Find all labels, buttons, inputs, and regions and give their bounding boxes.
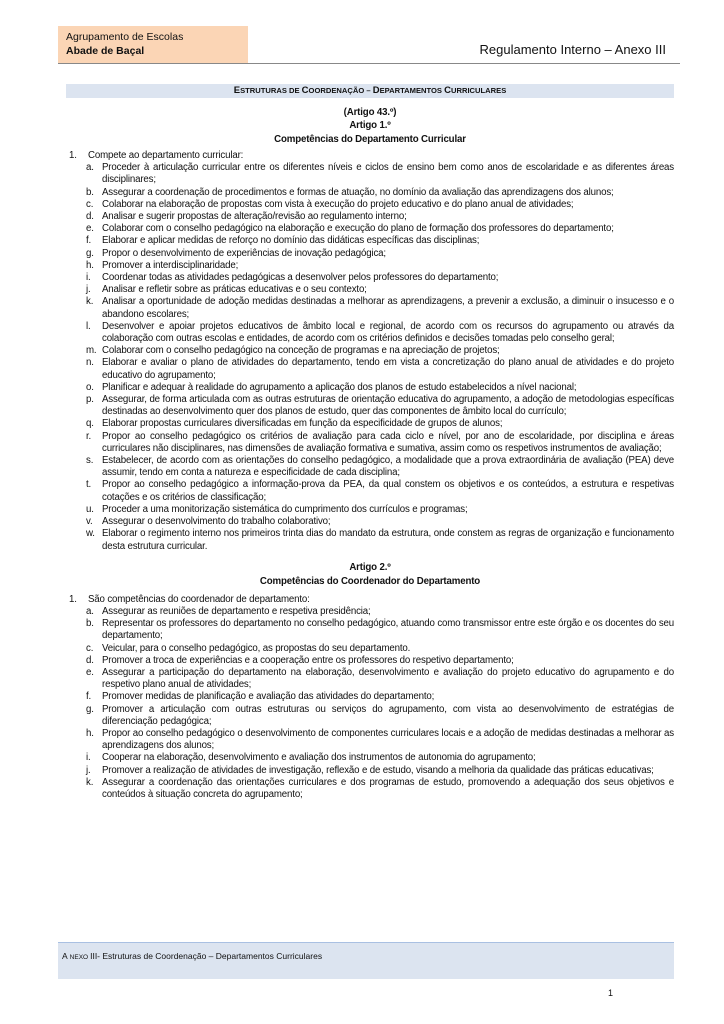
item-marker: d. bbox=[86, 654, 94, 666]
list-item bbox=[86, 654, 674, 667]
item-marker: f. bbox=[86, 235, 92, 247]
art2-subtitle: Competências do Coordenador do Departamento bbox=[259, 575, 481, 587]
item-marker: i. bbox=[86, 272, 91, 284]
item-text: Elaborar o regimento interno nos primeiros trinta dias do mandato da estrutura, onde constem as regras de organização e funcionamento desta estrutura curricular. bbox=[102, 528, 674, 552]
item-text: Elaborar e avaliar o plano de atividades do departamento, tendo em vista a concretização do plano anual de atividades e do projeto educativo do agrupamento; bbox=[102, 357, 674, 381]
item-marker: e. bbox=[86, 223, 94, 235]
item-marker: l. bbox=[86, 320, 91, 332]
list-item bbox=[86, 296, 674, 320]
item-text: Colaborar com o conselho pedagógico na elaboração e execução do plano de formação dos professores do departamento; bbox=[102, 223, 614, 235]
list-item bbox=[86, 259, 674, 272]
list-item bbox=[86, 357, 674, 381]
item-text: Desenvolver e apoiar projetos educativos de âmbito local e regional, de acordo com os recursos do agrupamento ou através da colaboração com outras escolas e entidades, de acordo com os critérios definidos e decisões tomadas pelo conselho geral; bbox=[102, 320, 674, 345]
title-part: STRUTURAS DE bbox=[240, 86, 302, 95]
list-item bbox=[86, 752, 674, 764]
point-number: 1. bbox=[69, 593, 77, 605]
item-marker: g. bbox=[86, 247, 94, 259]
list-item bbox=[86, 776, 674, 801]
footer-prefix-sc: NEXO bbox=[69, 954, 89, 961]
point-intro: Compete ao departamento curricular: bbox=[88, 150, 244, 161]
art1-title: Artigo 1.º bbox=[349, 120, 391, 131]
art1-items bbox=[66, 162, 674, 553]
art2-point bbox=[66, 594, 674, 606]
list-item bbox=[86, 703, 674, 728]
footer-rest: III- Estruturas de Coordenação – Departamentos Curriculares bbox=[90, 951, 323, 961]
item-marker: u. bbox=[86, 503, 94, 515]
art2-items bbox=[66, 606, 674, 801]
org-line2: Abade de Baçal bbox=[66, 45, 145, 57]
item-text: Coordenar todas as atividades pedagógicas a desenvolver pelos professores do departamento; bbox=[102, 272, 499, 284]
art1-subtitle: Competências do Departamento Curricular bbox=[274, 134, 466, 145]
item-marker: t. bbox=[86, 479, 92, 491]
title-part: URRICULARES bbox=[451, 86, 507, 95]
list-item bbox=[86, 162, 674, 186]
item-marker: j. bbox=[86, 764, 91, 776]
item-text: Promover a interdisciplinaridade; bbox=[102, 259, 239, 271]
item-marker: j. bbox=[86, 284, 91, 296]
item-marker: s. bbox=[86, 455, 94, 467]
item-marker: a. bbox=[86, 162, 94, 174]
item-marker: c. bbox=[86, 642, 94, 654]
item-text: Assegurar as reuniões de departamento e respetiva presidência; bbox=[102, 605, 371, 617]
title-part: OORDENAÇÃO – bbox=[308, 86, 373, 95]
list-item bbox=[86, 642, 674, 655]
item-marker: i. bbox=[86, 752, 91, 764]
list-item bbox=[86, 211, 674, 223]
item-text: Promover a articulação com outras estruturas ou serviços do agrupamento, com vista ao desenvolvimento de estratégias de diferenciação pedagógica; bbox=[102, 703, 674, 727]
item-marker: f. bbox=[86, 691, 92, 703]
document-body bbox=[66, 104, 674, 801]
art1-point bbox=[66, 150, 674, 162]
item-text: Assegurar, de forma articulada com as outras estruturas de orientação educativa do agrupamento, a adoção de metodologias específicas destinadas ao desenvolvimento quer dos planos de estudo, quer das componentes de âmbito local do currículo; bbox=[102, 394, 674, 418]
list-item bbox=[86, 691, 674, 703]
header-org-box bbox=[58, 26, 248, 63]
list-item bbox=[86, 223, 674, 235]
list-item bbox=[86, 666, 674, 691]
list-item bbox=[86, 345, 674, 357]
footer-text bbox=[60, 947, 322, 961]
art2-title: Artigo 2.º bbox=[349, 561, 391, 573]
item-text: Elaborar propostas curriculares diversificadas em função da especificidade de grupos de alunos; bbox=[102, 418, 503, 430]
item-text: Veicular, para o conselho pedagógico, as propostas do seu departamento. bbox=[102, 642, 411, 654]
item-text: Promover a realização de atividades de investigação, reflexão e de estudo, visando a melhoria da qualidade das práticas educativas; bbox=[102, 764, 654, 776]
item-marker: b. bbox=[86, 186, 94, 198]
list-item bbox=[86, 272, 674, 284]
list-item bbox=[86, 516, 674, 528]
item-text: Estabelecer, de acordo com as orientações do conselho pedagógico, a modalidade que a prova extraordinária de avaliação (PEA) deve assumir, tendo em conta a natureza e especificidade de cada disciplina; bbox=[102, 455, 674, 479]
item-marker: q. bbox=[86, 418, 94, 430]
item-text: Analisar e refletir sobre as práticas educativas e o seu contexto; bbox=[102, 284, 367, 296]
org-line1: Agrupamento de Escolas bbox=[66, 31, 184, 43]
page-number: 1 bbox=[608, 988, 614, 998]
item-marker: o. bbox=[86, 381, 94, 393]
list-item bbox=[86, 605, 674, 618]
list-item bbox=[86, 430, 674, 455]
header-divider bbox=[58, 63, 680, 64]
item-marker: v. bbox=[86, 516, 93, 528]
list-item bbox=[86, 394, 674, 418]
item-marker: e. bbox=[86, 666, 94, 678]
item-text: Promover a troca de experiências e a cooperação entre os professores do respetivo departamento; bbox=[102, 654, 514, 666]
item-marker: k. bbox=[86, 296, 94, 308]
item-marker: a. bbox=[86, 605, 94, 617]
list-item bbox=[86, 418, 674, 430]
point-intro: São competências do coordenador de departamento: bbox=[88, 593, 310, 605]
list-item bbox=[86, 764, 674, 777]
article-ref: (Artigo 43.º) bbox=[343, 107, 397, 118]
item-marker: n. bbox=[86, 357, 94, 369]
item-marker: r. bbox=[86, 430, 92, 442]
list-item bbox=[86, 528, 674, 552]
item-text: Propor ao conselho pedagógico os critérios de avaliação para cada ciclo e nível, por ano de escolaridade, por disciplina e áreas curriculares não disciplinares, nas dimensões de avaliação formativa e sumativa, assim como os respetivos instrumentos de avaliação; bbox=[102, 430, 674, 454]
title-part: E bbox=[233, 85, 241, 96]
list-item bbox=[86, 381, 674, 394]
point-number: 1. bbox=[69, 150, 77, 161]
item-text: Planificar e adequar à realidade do agrupamento a aplicação dos planos de estudo estabelecidos a nível nacional; bbox=[102, 381, 577, 393]
item-marker: c. bbox=[86, 198, 94, 210]
item-text: Colaborar com o conselho pedagógico na conceção de programas e na apreciação de projetos; bbox=[102, 345, 500, 357]
item-marker: w. bbox=[86, 528, 95, 540]
title-part: C bbox=[301, 85, 309, 96]
page-footer bbox=[58, 942, 674, 979]
list-item bbox=[86, 235, 674, 247]
list-item bbox=[86, 186, 674, 199]
section-title-band bbox=[66, 84, 674, 98]
list-item bbox=[86, 618, 674, 642]
item-text: Analisar a oportunidade de adoção medidas destinadas a melhorar as aprendizagens, a prevenir a exclusão, a diminuir o insucesso e o abandono escolares; bbox=[102, 296, 674, 320]
item-text: Assegurar a participação do departamento na elaboração, desenvolvimento e avaliação do projeto educativo do agrupamento e do respetivo plano anual de atividades; bbox=[102, 666, 674, 691]
footer-prefix: A bbox=[62, 951, 68, 961]
item-marker: b. bbox=[86, 618, 94, 630]
title-part: D bbox=[372, 85, 380, 96]
title-part: EPARTAMENTOS bbox=[379, 86, 445, 95]
item-text: Proceder a uma monitorização sistemática do cumprimento dos currículos e programas; bbox=[102, 503, 468, 515]
list-item bbox=[86, 320, 674, 345]
item-text: Propor o desenvolvimento de experiências de inovação pedagógica; bbox=[102, 247, 386, 259]
item-text: Assegurar a coordenação de procedimentos e formas de atuação, no domínio da avaliação das aprendizagens dos alunos; bbox=[102, 186, 614, 198]
item-marker: h. bbox=[86, 727, 94, 739]
item-text: Cooperar na elaboração, desenvolvimento e avaliação dos instrumentos de autonomia do agrupamento; bbox=[102, 752, 536, 764]
item-marker: p. bbox=[86, 394, 94, 406]
item-text: Propor ao conselho pedagógico o desenvolvimento de componentes curriculares locais e a adoção de medidas destinadas a melhorar as aprendizagens dos alunos; bbox=[102, 727, 674, 752]
item-marker: k. bbox=[86, 776, 94, 788]
item-marker: d. bbox=[86, 211, 94, 223]
item-text: Propor ao conselho pedagógico a informação-prova da PEA, da qual constem os objetivos e os conteúdos, a estrutura e respetivas cotações e os critérios de classificação; bbox=[102, 479, 674, 503]
item-text: Representar os professores do departamento no conselho pedagógico, atuando como transmissor entre este órgão e os docentes do seu departamento; bbox=[102, 618, 674, 642]
list-item bbox=[86, 284, 674, 296]
list-item bbox=[86, 455, 674, 479]
item-text: Promover medidas de planificação e avaliação das atividades do departamento; bbox=[102, 691, 435, 703]
item-text: Elaborar e aplicar medidas de reforço no domínio das didáticas específicas das disciplinas; bbox=[102, 235, 480, 247]
item-text: Proceder à articulação curricular entre os diferentes níveis e ciclos de ensino bem como anos de escolaridade e as diferentes áreas disciplinares; bbox=[102, 162, 674, 186]
list-item bbox=[86, 503, 674, 516]
doc-title: Regulamento Interno – Anexo III bbox=[479, 42, 666, 57]
item-marker: g. bbox=[86, 703, 94, 715]
list-item bbox=[86, 727, 674, 752]
item-text: Assegurar a coordenação das orientações curriculares e dos programas de estudo, promovendo a adequação dos seus objetivos e conteúdos à situação concreta do agrupamento; bbox=[102, 776, 674, 800]
item-marker: m. bbox=[86, 345, 97, 357]
item-marker: h. bbox=[86, 259, 94, 271]
list-item bbox=[86, 198, 674, 211]
item-text: Analisar e sugerir propostas de alteração/revisão ao regulamento interno; bbox=[102, 211, 407, 223]
item-text: Assegurar o desenvolvimento do trabalho colaborativo; bbox=[102, 516, 331, 528]
item-text: Colaborar na elaboração de propostas com vista à execução do projeto educativo e do plano anual de atividades; bbox=[102, 198, 574, 210]
title-part: C bbox=[444, 85, 451, 96]
list-item bbox=[86, 479, 674, 503]
list-item bbox=[86, 247, 674, 260]
